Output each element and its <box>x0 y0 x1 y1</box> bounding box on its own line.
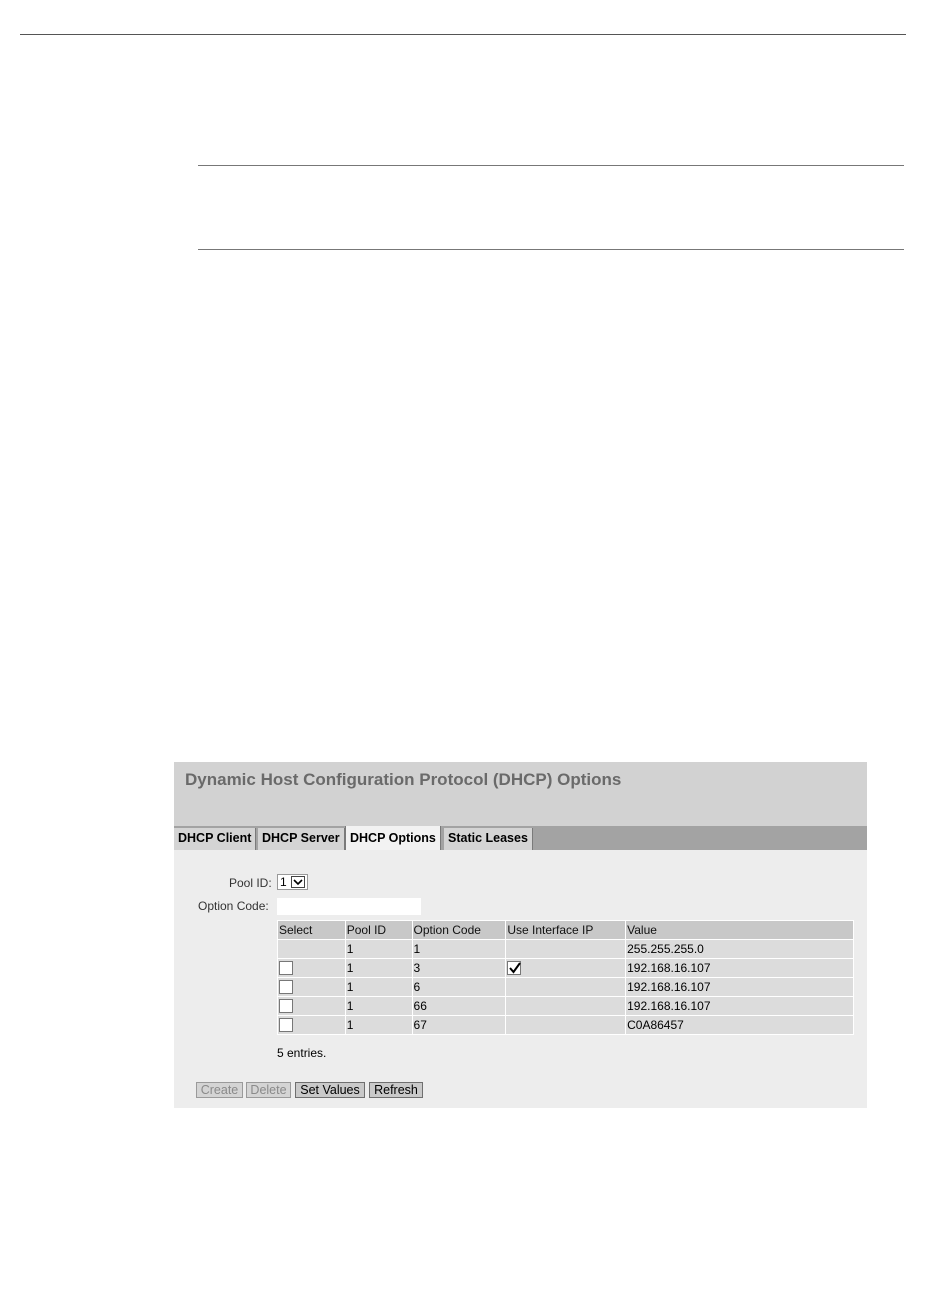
checkmark-icon <box>508 961 522 975</box>
table-row <box>278 959 854 978</box>
value-input[interactable]: C0A86457 <box>626 1016 854 1035</box>
chevron-down-icon[interactable] <box>291 876 305 888</box>
pool-id-label: Pool ID: <box>229 876 272 890</box>
table-row <box>278 940 854 959</box>
tab-dhcp-server[interactable]: DHCP Server <box>258 828 345 850</box>
pool-id-cell: 1 <box>345 940 412 959</box>
use-interface-ip-checkbox[interactable] <box>507 961 521 975</box>
select-checkbox[interactable] <box>279 999 293 1013</box>
select-cell <box>278 959 346 978</box>
option-code-cell: 66 <box>412 997 506 1016</box>
col-header-option-code: Option Code <box>412 921 506 940</box>
use-interface-ip-cell <box>506 940 626 959</box>
pool-id-cell: 1 <box>345 978 412 997</box>
pool-id-cell: 1 <box>345 1016 412 1035</box>
col-header-value: Value <box>626 921 854 940</box>
table-row <box>278 978 854 997</box>
table-header-row <box>278 921 854 940</box>
option-code-input[interactable] <box>277 898 421 915</box>
entries-count: 5 entries. <box>277 1046 327 1060</box>
select-cell <box>278 978 346 997</box>
select-cell <box>278 997 346 1016</box>
options-table <box>277 920 854 1035</box>
use-interface-ip-cell <box>506 978 626 997</box>
option-code-label: Option Code: <box>198 899 269 913</box>
col-header-select: Select <box>278 921 346 940</box>
value-cell: 255.255.255.0 <box>626 940 854 959</box>
select-cell <box>278 940 346 959</box>
tab-dhcp-client[interactable]: DHCP Client <box>174 828 256 850</box>
option-code-cell: 1 <box>412 940 506 959</box>
pool-id-value: 1 <box>280 875 287 889</box>
select-checkbox[interactable] <box>279 1018 293 1032</box>
panel-header <box>174 762 867 826</box>
tab-bar <box>174 826 867 850</box>
note-rule-top <box>198 165 904 166</box>
note-rule-bottom <box>198 249 904 250</box>
pool-id-select[interactable] <box>277 874 308 890</box>
refresh-button[interactable]: Refresh <box>369 1082 423 1098</box>
option-code-cell: 67 <box>412 1016 506 1035</box>
option-code-cell: 3 <box>412 959 506 978</box>
page-title: Dynamic Host Configuration Protocol (DHCP) Options <box>185 770 622 789</box>
pool-id-cell: 1 <box>345 997 412 1016</box>
use-interface-ip-cell <box>506 997 626 1016</box>
set-values-button[interactable]: Set Values <box>295 1082 365 1098</box>
delete-button[interactable]: Delete <box>246 1082 291 1098</box>
col-header-pool-id: Pool ID <box>345 921 412 940</box>
value-input[interactable]: 192.168.16.107 <box>626 997 854 1016</box>
dhcp-options-panel <box>174 762 867 1108</box>
use-interface-ip-cell <box>506 1016 626 1035</box>
col-header-use-interface-ip: Use Interface IP <box>506 921 626 940</box>
select-checkbox[interactable] <box>279 980 293 994</box>
value-input[interactable]: 192.168.16.107 <box>626 978 854 997</box>
table-row <box>278 997 854 1016</box>
table-row <box>278 1016 854 1035</box>
tab-dhcp-options[interactable]: DHCP Options <box>345 826 441 850</box>
option-code-cell: 6 <box>412 978 506 997</box>
create-button[interactable]: Create <box>196 1082 243 1098</box>
tab-static-leases[interactable]: Static Leases <box>444 828 533 850</box>
use-interface-ip-cell <box>506 959 626 978</box>
value-cell: 192.168.16.107 <box>626 959 854 978</box>
select-checkbox[interactable] <box>279 961 293 975</box>
select-cell <box>278 1016 346 1035</box>
page-top-rule <box>20 34 906 35</box>
pool-id-cell: 1 <box>345 959 412 978</box>
